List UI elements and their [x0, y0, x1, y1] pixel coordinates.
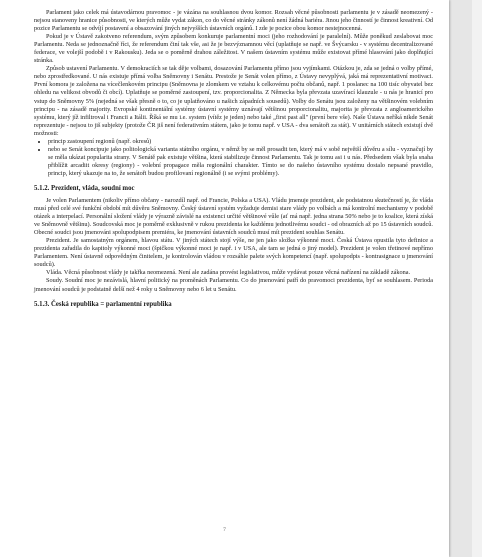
- vertical-scrollbar[interactable]: [472, 0, 482, 557]
- paragraph-parliament-establishment: Způsob ustavení Parlamentu. V demokraciích se tak děje volbami, dosazování Parlamentu přímo jsou vyjímkami. Otázkou je, zda se jedná o volby přímé, nebo zprostředkované. U nás existuje přímá volba Sněmovny i Senátu. Prestože je Senát volen přímo, z Ústavy nevyplývá, jaká má reprezentativní motivaci. První komora je založena na vícečlenkovém principu (Sněmovna je zlomkem ve vztahu k celkovému počtu občanů, např. 1 poslanec na 100 tisíc obyvatel bez ohledu na velikost obvodů či obcí). Uplatňuje se poměrné zastoupení, tzv. proporcionalita. Z Německa byla převzata uzavírací klauzule - u nás je hranicí pro vstup do Sněmovny 5% (nejedná se však přesně o to, co je uplatňováno u našich západních sousedů). Volby do Senátu jsou založeny na většinovém volebním principu - na zásadě majority. Evropské kontinentální systémy ústavní systémy uznávají většinou proporcionalitu, majorita je převzata z angloamerického systému, který jíž infiltroval i Francii a Itálii. Říká se mu i.e. system (vítěz je jeden) nebo také „first past all" (první bere vše). Naše Ústava neříká nikde Senát reprezentuje - nejsou to jiš subjekty (protože ČR jiš není federativním státem, jako je tomu např. v USA - dva senátoři za stát). V unitárních státech existují dvě možnosti:: [34, 65, 433, 137]
- paragraph-president-government: Je volen Parlamentem (nikoliv přímo občany - narozdíl např. od Francie, Polska a USA). Vládu jmenuje prezident, ale podstatnou skutečností je, že vláda musí před celé své funkční období mít důvěru Sněmovny. Český ústavní systém vyžaduje demisi stare vlády po volbách a má kontrolní mechanismy v podobě otázek a interpelací. Personální složení vlády je výrazně závislé na existenci určité většinové vůle (ať má např. jedna strana 50% nebo je to koalice, která získá ve Sněmovně většinu). Soudcovská moc je poměrně exklusivně v rukou prezidenta ke každému jednotlivému soudci - od obrazních až po 15 ústavních soudců. Obecné soudci jsou jmenováni spolupodpisem premiéra, ke jmenování ústavních soudců musí mít prezident souhlas Senátu.: [34, 196, 433, 237]
- list-item: • nebo se Senát koncipuje jako politologická varianta státního orgánu, v němž by se měl prosadit ten, který má v sobě největší důvěru a sílu - vyznačují by se měla ukázat popularita strany. V Senátě pak existuje většina, která stabilizuje činnost Parlamentu. Tak je tomu asi i u nás. Předsedem však byla snaha přiblížit arcadiit okresy (regiony) - volební propagace měla regionální charakter. Tímto se do našeho ústavního systému dostalo nepsané pravidlo, princip, který ukazuje na to, že senátoři budou profilovaní regionálně (i se svými problémy).: [48, 146, 433, 178]
- paragraph-constitutional-power: Parlament jako celek má ústavodárnou pravomoc - je vázána na souhlasnou dvou komor. Rozsah věcné působnosti parlamentu je v zásadě neomezený - nejsou stanoveny hranice působnosti, ve kterých může vydat zákon, co do věcné stránky zákonů není žádná bariéra. Jinou jeho činností je činnost kreativní. Od pozice Parlamentu se odvíjí postavení a obsazování jiných nejvyšších ústavních orgánů. I zde je pozice obou komor nestejnocenná.: [34, 9, 433, 33]
- paragraph-government: Vláda. Věcná působnost vlády je takřka neomezená. Není ale zadána provést legislativou, může vydávat pouze věcná nařízení na základě zákona.: [46, 269, 411, 277]
- page-content: [34, 9, 433, 313]
- paragraph-referendum: Pokud je v Ústavě zakotveno referendum, svým způsobem konkuruje parlamentní moci (jeho rozhodování je paralelní). Může poněkud zeslabovat moc Parlamentu. Neda se jednoznačně říci, že referendum činí tak vše, asi že je bezvýznamnou věcí (uplatňuje se např. ve Švýcarsku - v systému decentralizované federace, ve volejší podobě i v Rakousku). Jeda se o poměrně drahou záležitost. V našem ústavním systému může existovat přímé hlasování jako doplňující stránka.: [34, 33, 433, 65]
- paragraph-courts: Soudy. Soudní moc je nezávislá, hlavní politický na proměnách Parlamentu. Co do jmenování patří do pravomoci prezidenta, byť se souhlasem. Perioda jmenování soudců je podstatně delší než 4 roky u Sněmovny nebo 6 let u Senátu.: [34, 277, 433, 293]
- section-heading-president: 5.1.2. Prezident, vláda, soudní moc: [34, 184, 135, 192]
- options-list: [34, 138, 433, 178]
- list-item: • princip zastoupení regionů (např. okresů): [48, 138, 433, 146]
- section-heading-parliamentary-republic: 5.1.3. Česká republika = parlamentní republika: [34, 300, 172, 308]
- paragraph-president: Prezident. Je samostatným orgánem, hlavou státu. V jiných státech stojí výše, ne jen jako složka výkonné moci. Česká Ústava opustila tyto definice a prezidenta zařadila do kapitoly výkonné moci (špičkou výkonné moci je např. i v USA, ale tam se jedná o jiný model). Prezident je volen třetinové nepřímo Parlamentem. Není ústavně odpovědným činitelem, je kontrolován vládou v rozsáhle palete svých kompetencí (např. spolupodpis - kontrasignace u jmenování soudců).: [34, 237, 433, 269]
- page-number: 7: [223, 527, 226, 533]
